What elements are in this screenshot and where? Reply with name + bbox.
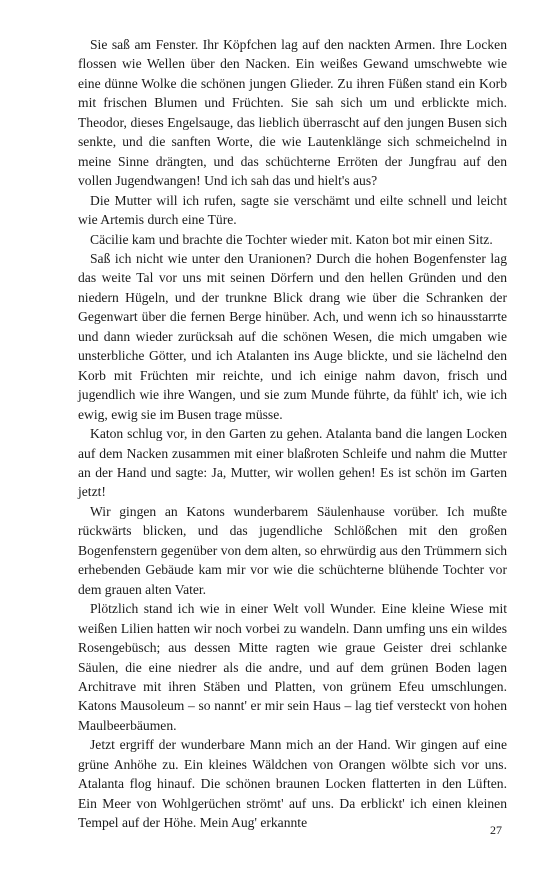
paragraph-5: Katon schlug vor, in den Garten zu gehen. Atalanta band die langen Locken auf dem Nacken zusammen mit einer blaßroten Schleife und nahm die Mutter an der Hand und sagte: Ja, Mutter, wir wollen gehen! Es ist schön im Garten jetzt! [78,426,507,500]
paragraph-8: Jetzt ergriff der wunderbare Mann mich an der Hand. Wir gingen auf eine grüne Anhöhe zu. Ein kleines Wäldchen von Orangen wölbte sich vor uns. Atalanta flog hinauf. Die schönen braunen Locken flatterten in den Lüften. Ein Meer von Wohlgerüchen strömt' auf uns. Da erblickt' ich einen kleinen Tempel auf der Höhe. Mein Aug' erkannte [78,737,507,831]
paragraph-6: Wir gingen an Katons wunderbarem Säulenhause vorüber. Ich mußte rückwärts blicken, und das jugendliche Schlößchen mit den großen Bogenfenstern gegenüber von dem alten, so ehrwürdig aus den Trümmern sich erhebenden Gebäude kam mir vor wie die schüchterne blühende Tochter vor dem grauen alten Vater. [78,503,507,597]
paragraph-3: Cäcilie kam und brachte die Tochter wieder mit. Katon bot mir einen Sitz. [90,231,493,247]
paragraph-2: Die Mutter will ich rufen, sagte sie verschämt und eilte schnell und leicht wie Artemis durch eine Türe. [78,192,507,228]
paragraph-7: Plötzlich stand ich wie in einer Welt voll Wunder. Eine kleine Wiese mit weißen Lilien hatten wir noch vorbei zu wandeln. Dann umfing uns ein wildes Rosengebüsch; aus dessen Mitte ragten wie graue Geister drei schlanke Säulen, die eine niedrer als die andre, und auf dem grünen Boden lagen Architrave mit ihren Stäben und Platten, von grünem Efeu umschlungen. Katons Mausoleum – so nannt' er mir sein Haus – lag tief versteckt von hohen Maulbeerbäumen. [78,601,507,733]
page-number: 27 [490,823,502,837]
paragraph-4: Saß ich nicht wie unter den Uranionen? Durch die hohen Bogenfenster lag das weite Tal vor uns mit seinen Dörfern und den hellen Gründen und den niedern Hügeln, und der trunkne Blick drang wie über die Schranken der Gegenwart über die fernen Berge hinüber. Ach, und wenn ich so hinausstarrte und dann wieder zurücksah auf die schönen Wesen, die mich umgaben wie unsterbliche Götter, und ich Atalanten ins Auge blickte, und sie lächelnd den Korb mit Früchten mir reichte, und ich einige nahm davon, frisch und jugendlich wie ihre Wangen, und sie zum Munde führte, da fühlt' ich, wie ich ewig, ewig sie im Busen trage müsse. [78,250,507,422]
page-text-block [78,35,507,833]
paragraph-1: Sie saß am Fenster. Ihr Köpfchen lag auf den nackten Armen. Ihre Locken flossen wie Wellen über den Nacken. Ein weißes Gewand umschwebte wie eine dünne Wolke die schönen jungen Glieder. Zu ihren Füßen stand ein Korb mit frischen Blumen und Früchten. Sie sah sich um und erblickte mich. Theodor, dieses Engelsauge, das lieblich überrascht auf den jungen Busen sich senkte, und die sanften Worte, die wie Lautenklänge sich schmeichelnd in meine Sinne drängten, und das schüchterne Erröten der Jungfrau auf den vollen Jugendwangen! Und ich sah das und hielt's aus? [78,37,507,189]
